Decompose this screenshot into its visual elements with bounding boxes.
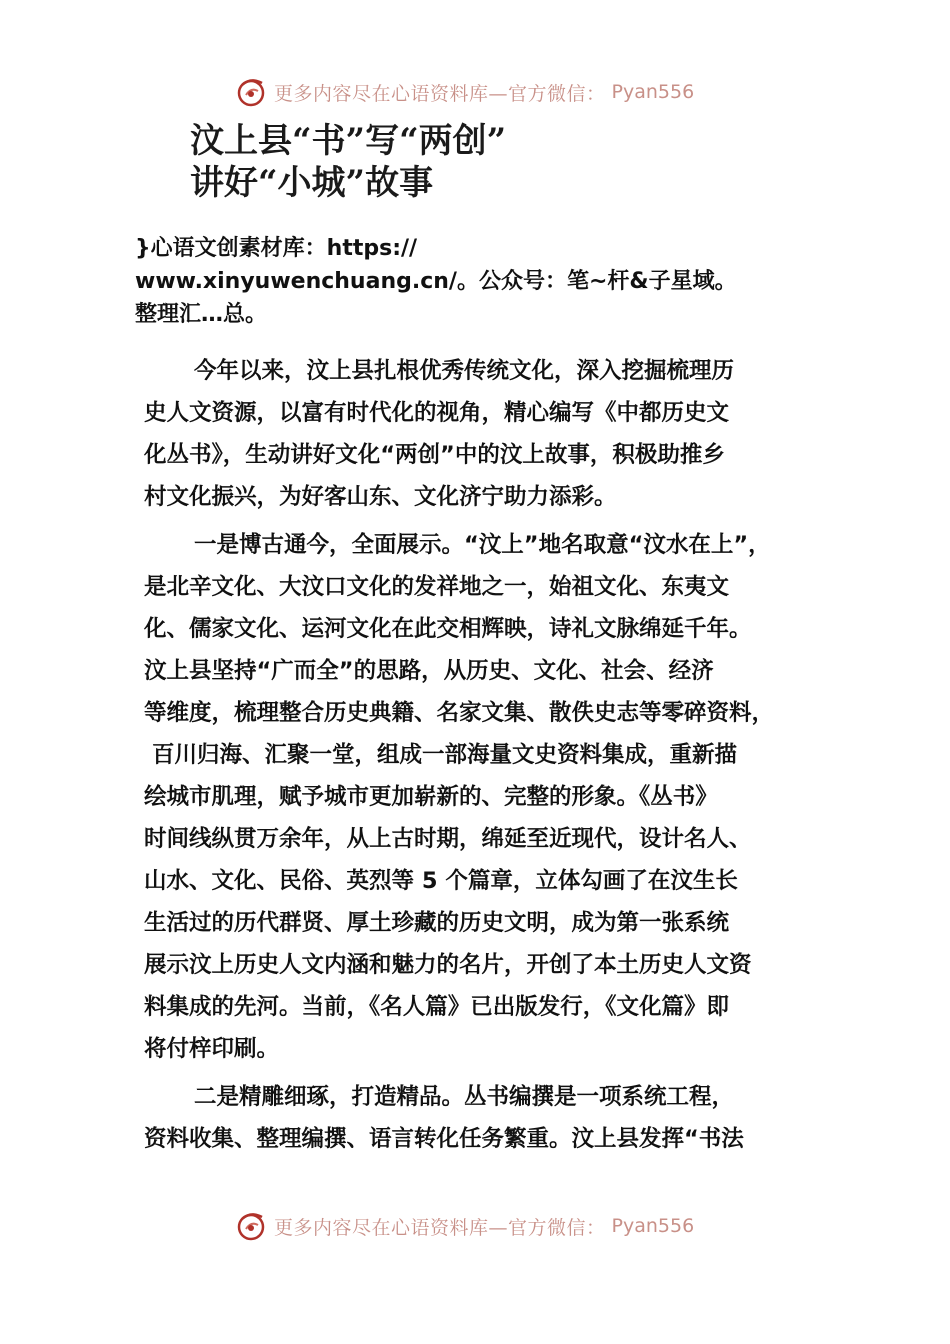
source-line-2: www.xinyuwenchuang.cn/。公众号：笔~杆&子星域。 [135,269,737,294]
paragraph-line: 今年以来，汶上县扎根优秀传统文化，深入挖掘梳理历 [194,358,735,384]
footer-banner-text: 更多内容尽在心语资料库—官方微信： [274,1216,606,1239]
header-banner-text: 更多内容尽在心语资料库—官方微信： [274,82,606,105]
brand-logo-icon [234,1209,268,1243]
paragraph-intro [144,350,834,518]
paragraph-line: 资料收集、整理编撰、语言转化任务繁重。汶上县发挥“书法 [144,1126,744,1152]
footer-banner-id: Pyan556 [611,1215,695,1237]
paragraph-line: 时间线纵贯万余年，从上古时期，绵延至近现代，设计名人、 [144,826,752,852]
title-line-2: 讲好“小城”故事 [190,163,434,203]
paragraph-line: 将付梓印刷。 [144,1036,280,1062]
paragraph-line: 史人文资源，以富有时代化的视角，精心编写《中都历史文 [144,400,730,426]
paragraph-line: 村文化振兴，为好客山东、文化济宁助力添彩。 [144,484,617,510]
title-line-1: 汶上县“书”写“两创” [190,121,507,161]
footer-banner [234,1206,694,1246]
paragraph-line: 汶上县坚持“广而全”的思路，从历史、文化、社会、经济 [144,658,714,684]
paragraph-line: 绘城市肌理，赋予城市更加崭新的、完整的形象。《丛书》 [144,784,718,810]
brand-logo-icon [234,75,268,109]
paragraph-line: 是北辛文化、大汶口文化的发祥地之一，始祖文化、东夷文 [144,574,730,600]
paragraph-point-one [144,524,834,1070]
paragraph-line: 展示汶上历史人文内涵和魅力的名片，开创了本土历史人文资 [144,952,752,978]
source-line-1: }心语文创素材库：https:// [135,236,418,261]
paragraph-line: 二是精雕细琢，打造精品。丛书编撰是一项系统工程， [194,1084,735,1110]
paragraph-line: 山水、文化、民俗、英烈等 5 个篇章，立体勾画了在汶生长 [144,868,738,894]
page-title [190,120,506,204]
paragraph-line: 百川归海、汇聚一堂，组成一部海量文史资料集成，重新描 [152,742,738,768]
paragraph-line: 料集成的先河。当前，《名人篇》已出版发行，《文化篇》即 [144,994,730,1020]
paragraph-line: 化丛书》，生动讲好文化“两创”中的汶上故事，积极助推乡 [144,442,725,468]
header-banner-id: Pyan556 [611,81,695,103]
article-body [144,350,834,1166]
paragraph-line: 生活过的历代群贤、厚土珍藏的历史文明，成为第一张系统 [144,910,730,936]
source-line-3: 整理汇…总。 [135,302,268,327]
paragraph-line: 等维度，梳理整合历史典籍、名家文集、散佚史志等零碎资料， [144,700,775,726]
header-banner [234,72,694,112]
paragraph-line: 化、儒家文化、运河文化在此交相辉映，诗礼文脉绵延千年。 [144,616,752,642]
source-note [135,232,835,331]
paragraph-point-two [144,1076,834,1160]
paragraph-line: 一是博古通今，全面展示。“汶上”地名取意“汶水在上”， [194,532,771,558]
